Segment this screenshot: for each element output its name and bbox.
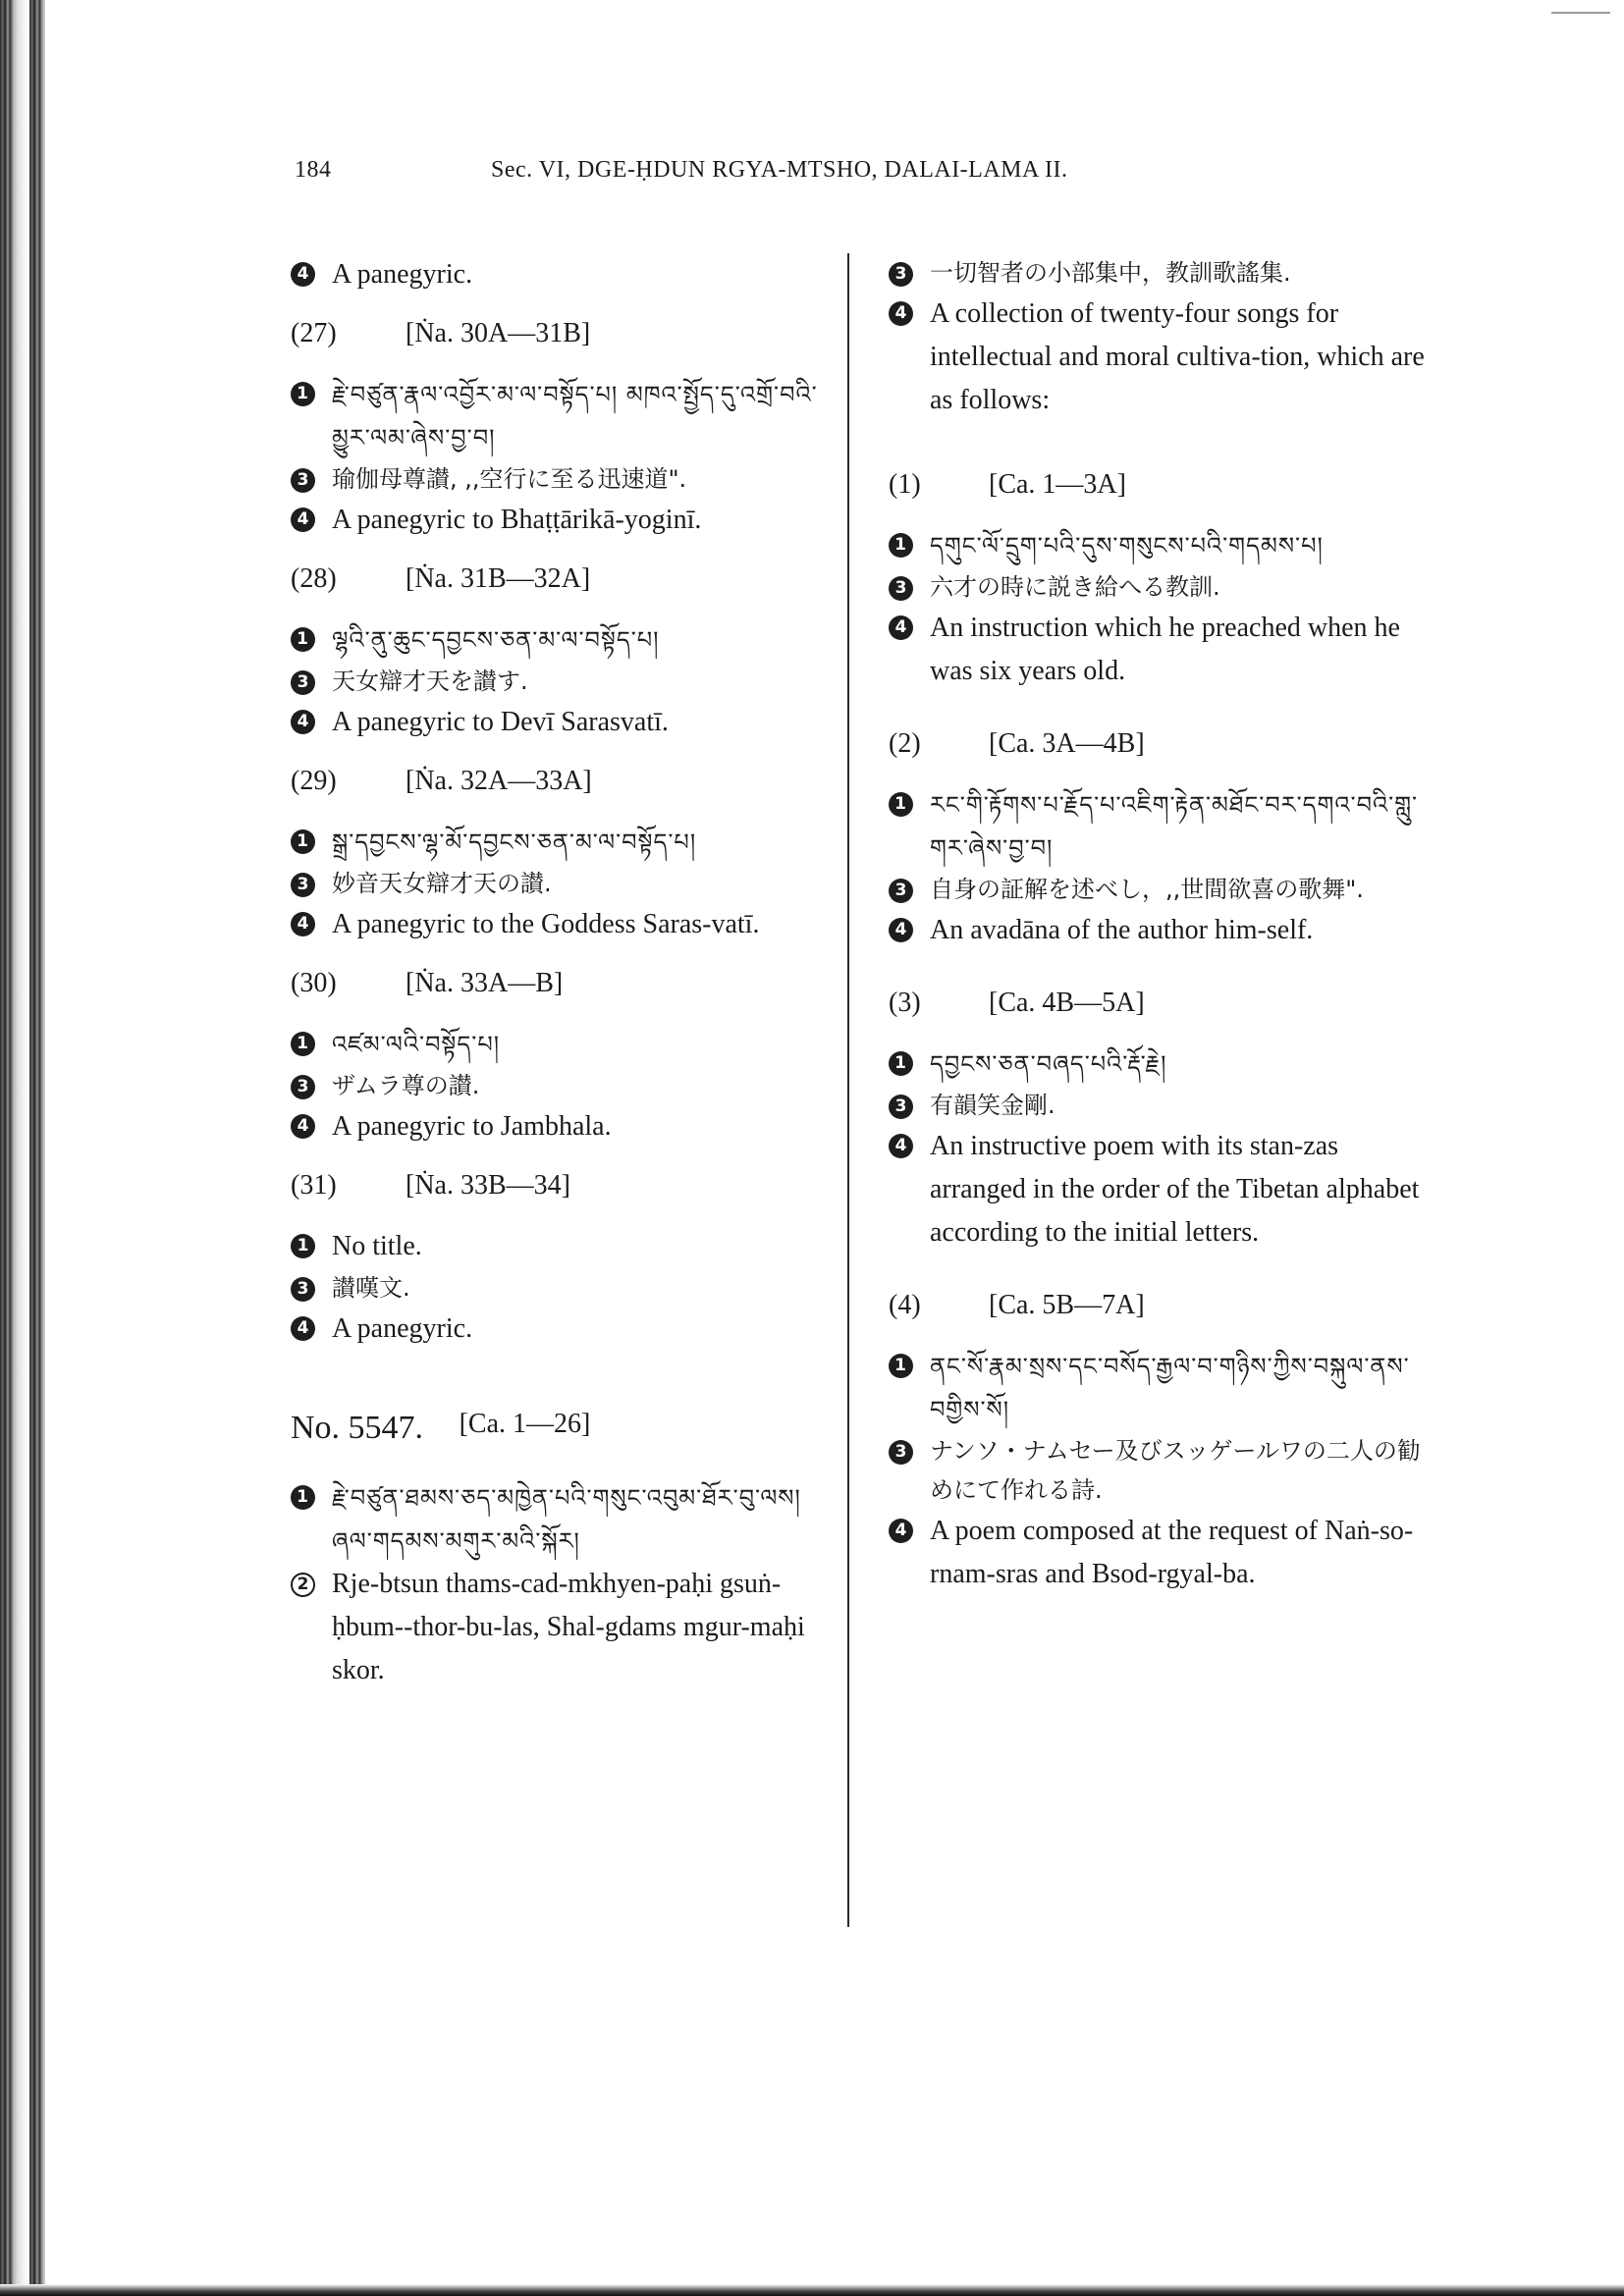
tibetan-text: ལྷའི་ནུ་ཆུང་དབྱངས་ཅན་མ་ལ་བསྟོད་པ། <box>332 626 660 654</box>
tibetan-text: ནང་སོ་རྣམ་སྲས་དང་བསོད་རྒྱལ་བ་གཉིས་ཀྱིས་བསྐུལ་ནས་བགྱིས་སོ། <box>930 1353 1410 1423</box>
entry-ref-1 <box>889 465 1438 505</box>
circled-number-marker: 1 <box>291 1485 315 1510</box>
tibetan-line <box>291 618 821 662</box>
english-text: A panegyric. <box>332 259 473 290</box>
tibetan-text: སྒྲ་དབྱངས་ལྷ་མོ་དབྱངས་ཅན་མ་ལ་བསྟོད་པ། <box>332 828 697 856</box>
folio-ref: [Ca. 1—3A] <box>989 469 1126 500</box>
japanese-text: ザムラ尊の讃. <box>332 1072 480 1099</box>
english-text: A panegyric to Bhaṭṭārikā-yoginī. <box>332 505 702 535</box>
folio-ref: [Ca. 4B—5A] <box>989 988 1145 1018</box>
left-column <box>291 253 821 1692</box>
tibetan-line <box>889 783 1438 870</box>
folio-ref: [Ṅa. 31B—32A] <box>406 563 591 594</box>
japanese-text: 瑜伽母尊讃, ,,空行に至る迅速道". <box>332 465 687 493</box>
japanese-line <box>291 459 821 499</box>
circled-number-marker: 4 <box>291 507 315 532</box>
english-line <box>889 909 1438 952</box>
tibetan-text: རྗེ་བཙུན་རྣལ་འབྱོར་མ་ལ་བསྟོད་པ། མཁའ་སྤྱོད་དུ་འགྲོ་བའི་མྱུར་ལམ་ཞེས་བྱ་བ། <box>332 381 818 452</box>
entry-ref-4 <box>889 1286 1438 1325</box>
english-text: An instruction which he preached when he was six years old. <box>930 613 1400 686</box>
japanese-text: 妙音天女辯才天の讃. <box>332 870 552 897</box>
folio-ref: [Ca. 3A—4B] <box>989 728 1145 759</box>
english-line <box>291 1308 821 1351</box>
circled-number-marker: 1 <box>291 627 315 652</box>
entry-number: (1) <box>889 469 921 500</box>
english-line <box>291 253 821 296</box>
entry-number: (30) <box>291 968 337 998</box>
japanese-line <box>291 864 821 903</box>
tibetan-text: རྗེ་བཙུན་ཐམས་ཅད་མཁྱེན་པའི་གསུང་འབུམ་ཐོར་བུ་ལས། ཞལ་གདམས་མགུར་མའི་སྐོར། <box>332 1484 801 1555</box>
english-text: A panegyric to the Goddess Saras-vatī. <box>332 909 760 939</box>
circled-number-marker: 1 <box>291 382 315 406</box>
entry-ref-27 <box>291 314 821 353</box>
english-text: A poem composed at the request of Naṅ-so-rnam-sras and Bsod-rgyal-ba. <box>930 1516 1414 1589</box>
scan-corner-mark <box>1551 12 1610 14</box>
circled-number-marker: 3 <box>291 670 315 695</box>
circled-number-marker: 4 <box>291 262 315 287</box>
folio-ref: [Ca. 1—26] <box>459 1409 591 1439</box>
catalog-number-heading <box>291 1404 821 1455</box>
english-line <box>291 903 821 946</box>
circled-number-marker: 3 <box>889 1095 913 1119</box>
japanese-text: 自身の証解を述べし，,,世間欲喜の歌舞". <box>930 876 1364 903</box>
english-text: An instructive poem with its stan-zas arranged in the order of the Tibetan alphabet according to the initial letters. <box>930 1131 1420 1248</box>
english-line <box>889 293 1438 422</box>
folio-ref: [Ṅa. 33A—B] <box>406 968 564 998</box>
japanese-text: 讃嘆文. <box>332 1274 410 1302</box>
japanese-line <box>291 1268 821 1308</box>
circled-number-marker: 2 <box>291 1573 315 1597</box>
folio-ref: [Ṅa. 33B—34] <box>406 1170 570 1201</box>
right-column <box>889 253 1438 1596</box>
catalog-number: No. 5547. <box>291 1410 424 1446</box>
tibetan-text: འཛམ་ལའི་བསྟོད་པ། <box>332 1031 501 1058</box>
english-text: A panegyric to Devī Sarasvatī. <box>332 707 669 737</box>
entry-number: (31) <box>291 1170 337 1201</box>
circled-number-marker: 3 <box>889 262 913 287</box>
japanese-line <box>889 567 1438 607</box>
folio-ref: [Ṅa. 30A—31B] <box>406 318 591 348</box>
japanese-text: 天女辯才天を讃す. <box>332 667 528 695</box>
japanese-text: ナンソ・ナムセー及びスッゲールワの二人の勧めにて作れる詩. <box>930 1437 1421 1504</box>
circled-number-marker: 1 <box>291 829 315 854</box>
circled-number-marker: 4 <box>291 710 315 734</box>
scan-binding-edge <box>0 0 45 2296</box>
english-line <box>291 499 821 542</box>
entry-number: (2) <box>889 728 921 759</box>
page-number: 184 <box>295 157 332 183</box>
folio-ref: [Ca. 5B—7A] <box>989 1290 1145 1320</box>
circled-number-marker: 3 <box>291 873 315 897</box>
entry-number: (3) <box>889 988 921 1018</box>
entry-number: (4) <box>889 1290 921 1320</box>
tibetan-line <box>889 524 1438 567</box>
circled-number-marker: 4 <box>889 615 913 640</box>
japanese-text: 一切智者の小部集中，教訓歌謠集. <box>930 259 1291 287</box>
entry-ref-28 <box>291 560 821 599</box>
english-text: A collection of twenty-four songs for intellectual and moral cultiva-tion, which are as follows: <box>930 298 1425 415</box>
circled-number-marker: 1 <box>291 1032 315 1056</box>
entry-number: (28) <box>291 563 337 594</box>
circled-number-marker: 3 <box>291 468 315 493</box>
entry-number: (29) <box>291 766 337 796</box>
scan-bottom-edge <box>0 2284 1624 2296</box>
tibetan-line <box>889 1345 1438 1431</box>
circled-number-marker: 4 <box>889 1519 913 1543</box>
japanese-line <box>889 253 1438 293</box>
column-divider <box>847 253 849 1927</box>
circled-number-marker: 1 <box>889 792 913 817</box>
circled-number-marker: 3 <box>291 1277 315 1302</box>
entry-ref-2 <box>889 724 1438 764</box>
japanese-line <box>889 1431 1438 1510</box>
tibetan-line <box>291 1023 821 1066</box>
tibetan-text: དགུང་ལོ་དྲུག་པའི་དུས་གསུངས་པའི་གདམས་པ། <box>930 532 1324 560</box>
japanese-line <box>291 1066 821 1105</box>
english-text: A panegyric to Jambhala. <box>332 1111 612 1142</box>
tibetan-line <box>291 373 821 459</box>
english-text: A panegyric. <box>332 1313 473 1344</box>
entry-ref-3 <box>889 984 1438 1023</box>
circled-number-marker: 4 <box>291 912 315 936</box>
tibetan-line <box>291 821 821 864</box>
english-line <box>889 607 1438 693</box>
circled-number-marker: 4 <box>889 918 913 942</box>
circled-number-marker: 4 <box>291 1316 315 1341</box>
english-line <box>889 1125 1438 1255</box>
circled-number-marker: 3 <box>291 1075 315 1099</box>
english-line <box>291 701 821 744</box>
folio-ref: [Ṅa. 32A—33A] <box>406 766 592 796</box>
circled-number-marker: 1 <box>889 533 913 558</box>
circled-number-marker: 1 <box>889 1051 913 1076</box>
entry-ref-30 <box>291 964 821 1003</box>
circled-number-marker: 3 <box>889 576 913 601</box>
title-text: No title. <box>332 1231 422 1261</box>
english-line <box>291 1105 821 1148</box>
transliteration-text: Rje-btsun thams-cad-mkhyen-paḥi gsuṅ-ḥbum--thor-bu-las, Shal-gdams mgur-maḥi skor. <box>332 1569 805 1685</box>
section-title: Sec. VI, DGE-ḤDUN RGYA-MTSHO, DALAI-LAMA II. <box>491 157 1068 183</box>
japanese-line <box>291 662 821 701</box>
english-text: An avadāna of the author him-self. <box>930 915 1314 945</box>
entry-ref-29 <box>291 762 821 801</box>
japanese-line <box>889 870 1438 909</box>
tibetan-line <box>291 1476 821 1563</box>
transliteration-line <box>291 1563 821 1692</box>
japanese-text: 六才の時に説き給へる教訓. <box>930 573 1220 601</box>
circled-number-marker: 1 <box>291 1234 315 1258</box>
japanese-text: 有韻笑金剛. <box>930 1092 1056 1119</box>
circled-number-marker: 4 <box>889 1134 913 1158</box>
tibetan-line <box>889 1042 1438 1086</box>
circled-number-marker: 3 <box>889 879 913 903</box>
circled-number-marker: 3 <box>889 1440 913 1465</box>
tibetan-text: རང་གི་རྟོགས་པ་རྗོད་པ་འཇིག་རྟེན་མཐོང་བར་དགའ་བའི་གླུ་གར་ཞེས་བྱ་བ། <box>930 791 1419 862</box>
entry-ref-31 <box>291 1166 821 1205</box>
tibetan-text: དབྱངས་ཅན་བཞད་པའི་རྡོ་རྗེ། <box>930 1050 1167 1078</box>
circled-number-marker: 1 <box>889 1354 913 1378</box>
japanese-line <box>889 1086 1438 1125</box>
circled-number-marker: 4 <box>291 1114 315 1139</box>
english-line <box>889 1510 1438 1596</box>
circled-number-marker: 4 <box>889 301 913 326</box>
entry-number: (27) <box>291 318 337 348</box>
title-line <box>291 1225 821 1268</box>
